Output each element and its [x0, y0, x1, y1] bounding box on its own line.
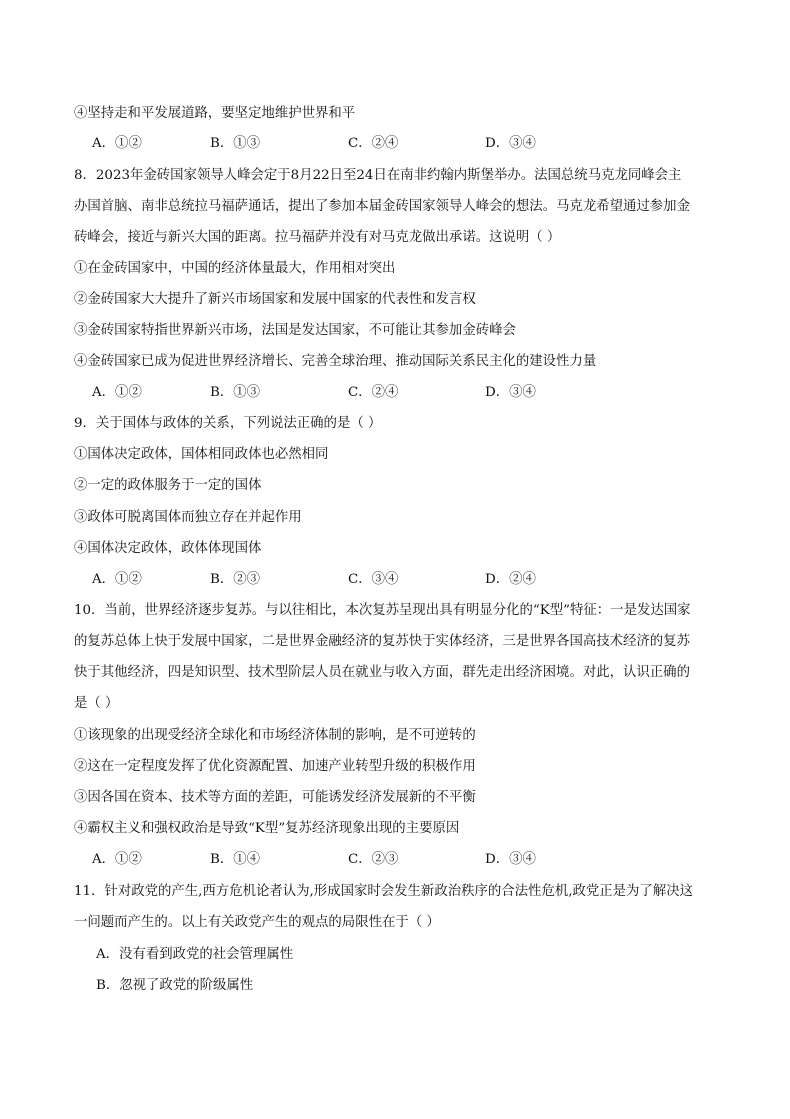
q8-statement-2: ②金砖国家大大提升了新兴市场国家和发展中国家的代表性和发言权 — [74, 292, 476, 307]
q8-statement-1: ①在金砖国家中，中国的经济体量最大，作用相对突出 — [74, 261, 396, 276]
q10-option-c[interactable]: C．②③ — [348, 852, 399, 867]
q7-option-c[interactable]: C．②④ — [348, 136, 399, 151]
q10-statement-3: ③因各国在资本、技术等方面的差距，可能诱发经济发展新的不平衡 — [74, 790, 476, 805]
q11-option-b[interactable]: B．忽视了政党的阶级属性 — [96, 978, 254, 993]
q8-statement-3: ③金砖国家特指世界新兴市场，法国是发达国家，不可能让其参加金砖峰会 — [74, 323, 516, 338]
q8-option-d[interactable]: D．③④ — [485, 385, 536, 400]
q10-stem-line-4: 是（ ） — [74, 696, 119, 711]
q9-option-a[interactable]: A．①② — [92, 572, 142, 587]
q9-statement-1: ①国体决定政体，国体相同政体也必然相同 — [74, 447, 329, 462]
q9-statement-3: ③政体可脱离国体而独立存在并起作用 — [74, 510, 302, 525]
q8-option-c[interactable]: C．②④ — [348, 385, 399, 400]
q10-statement-2: ②这在一定程度发挥了优化资源配置、加速产业转型升级的积极作用 — [74, 759, 476, 774]
q11-stem-line-2: 一问题而产生的。以上有关政党产生的观点的局限性在于（ ） — [74, 915, 440, 930]
q10-statement-4: ④霸权主义和强权政治是导致“K型”复苏经济现象出现的主要原因 — [74, 821, 460, 836]
q9-statement-4: ④国体决定政体，政体体现国体 — [74, 541, 262, 556]
q8-stem-line-2: 办国首脑、南非总统拉马福萨通话，提出了参加本届金砖国家领导人峰会的想法。马克龙希望通过参加金 — [74, 199, 690, 214]
q8-statement-4: ④金砖国家已成为促进世界经济增长、完善全球治理、推动国际关系民主化的建设性力量 — [74, 354, 597, 369]
q8-option-a[interactable]: A．①② — [92, 385, 142, 400]
q10-stem-line-2: 的复苏总体上快于发展中国家，二是世界金融经济的复苏快于实体经济，三是世界各国高技术经济的复苏 — [74, 634, 690, 649]
q9-stem: 9．关于国体与政体的关系，下列说法正确的是（ ） — [74, 416, 382, 431]
q7-option-b[interactable]: B．①③ — [210, 136, 261, 151]
q10-stem-line-3: 快于其他经济，四是知识型、技术型阶层人员在就业与收入方面，群先走出经济困境。对此，认识正确的 — [74, 665, 690, 680]
q8-stem-line-1: 8．2023年金砖国家领导人峰会定于8月22日至24日在南非约翰内斯堡举办。法国总统马克龙同峰会主 — [74, 168, 682, 183]
q9-option-b[interactable]: B．②③ — [210, 572, 261, 587]
q8-stem-line-3: 砖峰会，接近与新兴大国的距离。拉马福萨并没有对马克龙做出承诺。这说明（ ） — [74, 230, 561, 245]
q8-option-b[interactable]: B．①③ — [210, 385, 261, 400]
q10-option-d[interactable]: D．③④ — [485, 852, 536, 867]
q11-stem-line-1: 11．针对政党的产生,西方危机论者认为,形成国家时会发生新政治秩序的合法性危机,政党正是为了解决这 — [74, 884, 693, 899]
q9-statement-2: ②一定的政体服务于一定的国体 — [74, 478, 262, 493]
q7-option-d[interactable]: D．③④ — [485, 136, 536, 151]
q7-statement-4: ④坚持走和平发展道路，要坚定地维护世界和平 — [74, 106, 356, 121]
q10-stem-line-1: 10．当前，世界经济逐步复苏。与以往相比，本次复苏呈现出具有明显分化的“K型”特征：一是发达国家 — [74, 603, 691, 618]
q9-option-c[interactable]: C．③④ — [348, 572, 399, 587]
q10-statement-1: ①该现象的出现受经济全球化和市场经济体制的影响，是不可逆转的 — [74, 728, 476, 743]
q10-option-b[interactable]: B．①④ — [210, 852, 261, 867]
q10-option-a[interactable]: A．①② — [92, 852, 142, 867]
q7-option-a[interactable]: A．①② — [92, 136, 142, 151]
q11-option-a[interactable]: A．没有看到政党的社会管理属性 — [96, 947, 294, 962]
q9-option-d[interactable]: D．②④ — [485, 572, 536, 587]
